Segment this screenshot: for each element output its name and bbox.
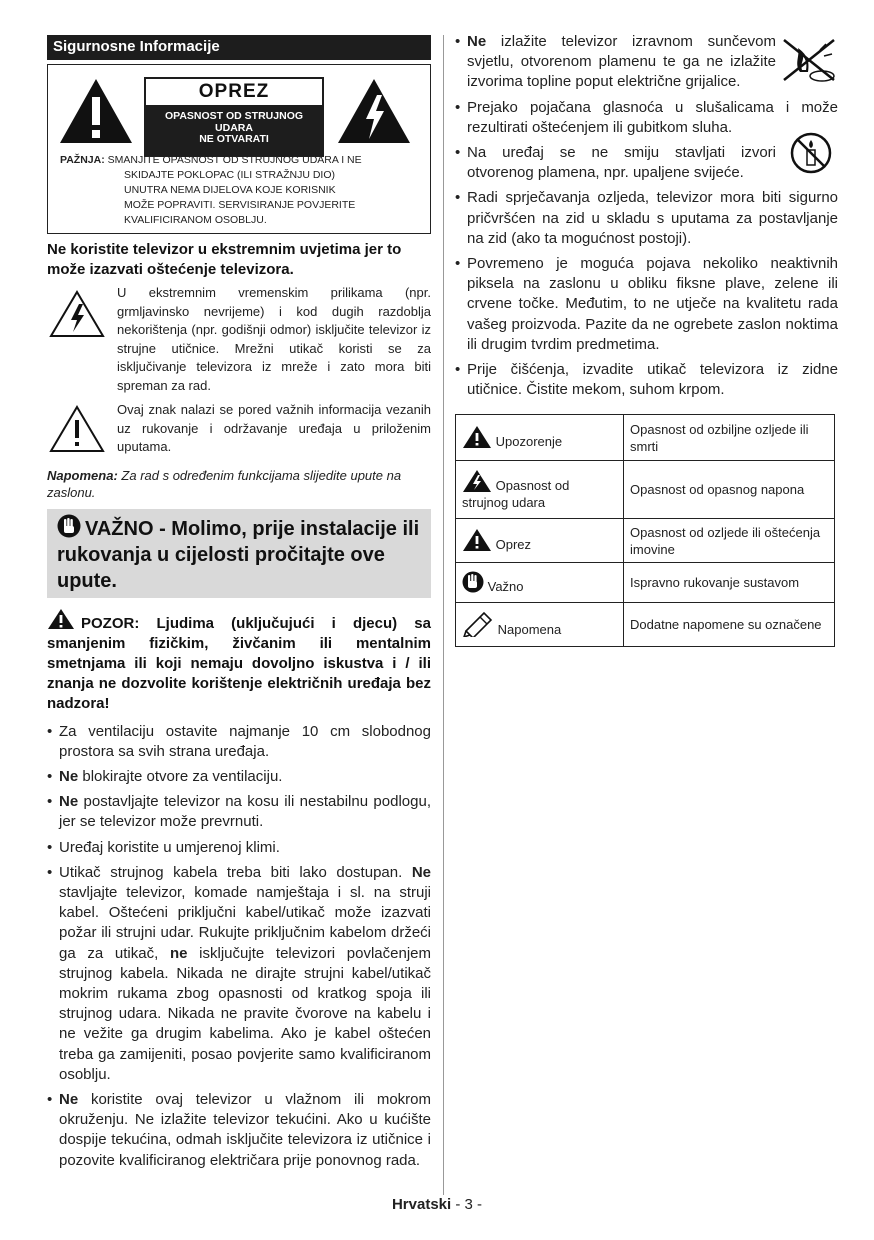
no-candle-icon [790,132,832,174]
no-heat-sun-icon [780,36,838,86]
caution-line: SKIDAJTE POKLOPAC (ILI STRAŽNJU DIO) [124,169,336,181]
legend-symbol-cell [456,415,624,461]
list-item [47,863,431,1085]
hand-stop-icon [57,513,81,539]
lightning-paragraph [47,284,431,395]
legend-symbol-cell [456,603,624,647]
list-item-bold: Ne [59,1090,79,1108]
legend-label: Opasnost od strujnog udara [462,477,570,510]
list-item [47,767,431,787]
legend-description: Opasnost od opasnog napona [624,461,835,519]
column-divider [443,35,444,1195]
warning-paragraph [47,401,431,457]
legend-label: Upozorenje [495,434,563,450]
exclamation-triangle-icon [58,77,134,145]
list-item-bold: Ne [411,863,431,881]
list-item-text: Za ventilaciju ostavite najmanje 10 cm slobodnog prostora sa svih strana uređaja. [59,722,431,760]
legend-label: Važno [487,579,524,595]
oprez-subtitle-line: NE OTVARATI [199,133,269,145]
list-item [455,143,838,183]
caution-line: MOŽE POPRAVITI. SERVISIRANJE POVJERITE [124,199,356,211]
oprez-subtitle [144,111,324,146]
list-item [47,792,431,832]
oprez-title: OPREZ [146,79,322,105]
note-label: Napomena: [47,467,118,483]
caution-label: PAŽNJA: [60,154,105,166]
exclamation-warning-icon [49,405,105,453]
list-item-text: Radi sprječavanja ozljeda, televizor mora biti sigurno pričvršćen na zid u skladu s uputama za postavljanje na zid (ako ta mogućnost postoji). [467,189,838,247]
list-item-text: Na uređaj se ne smiju stavljati izvori otvorenog plamena, npr. upaljene svijeće. [467,144,776,182]
list-item-text: Prije čišćenja, izvadite utikač televizora iz zidne utičnice. Čistite mekom, suhom krpom. [467,361,838,399]
section-title: Sigurnosne Informacije [47,35,431,60]
list-item-text: Povremeno je moguća pojava nekoliko neaktivnih piksela na zaslonu u obliku fiksne plave, zelene ili crvene točke. Međutim, to ne utječe na kvalitetu rada vašeg proizvoda. Pazite da ne ogrebete zaslon noktima ili drugim tvrdim predmetima. [467,255,838,353]
table-row [456,519,835,563]
note-text: Za rad s određenim funkcijama slijedite upute na zaslonu. [47,467,402,500]
list-item-bold: Ne [467,33,487,50]
pozor-warning [47,608,431,714]
important-box [47,509,431,598]
list-item-bold: Ne [59,767,79,785]
left-bullet-list [47,722,431,1171]
lightning-triangle-icon [336,77,412,145]
list-item [455,360,838,400]
table-row [456,563,835,603]
left-column [47,35,431,1176]
pencil-icon [462,611,494,637]
list-item-text: isključujte televizori povlačenjem strujnog kabela. Nikada ne dirajte strujni kabel/utikač mokrim rukama zbog opasnosti od kratkog spoja ili strujnog udara. Nikada ne pravite čvorove na kabelu i ne vežite ga drugim kabelima. Ako je kabel oštećen treba ga zamijeniti, posao povjerite samo kvalificiranom osoblju. [59,944,431,1083]
list-item-text: Uređaj koristite u umjerenoj klimi. [59,838,280,856]
legend-symbol-cell [456,563,624,603]
list-item [47,722,431,762]
lightning-paragraph-text: U ekstremnim vremenskim prilikama (npr. grmljavinsko nevrijeme) i kod dugih razdoblja nekorištenja (npr. godišnji odmor) isključite televizor iz strujne utičnice. Mrežni utikač koristi se za isključivanje televizora iz mreže i zato mora biti spreman za rad. [117,285,431,393]
oprez-subtitle-line: UDARA [215,121,253,134]
list-item [455,188,838,249]
list-item [47,838,431,858]
legend-description: Dodatne napomene su označene [624,603,835,647]
page-number: - 3 - [451,1196,483,1213]
oprez-panel [144,77,324,157]
symbol-legend-table [455,414,835,647]
list-item-text: Utikač strujnog kabela treba biti lako dostupan. [59,863,412,881]
footer-language: Hrvatski [391,1196,452,1213]
legend-label: Oprez [495,537,532,553]
caution-line: UNUTRA NEMA DIJELOVA KOJE KORISNIK [124,184,336,196]
lightning-warning-icon [49,290,105,338]
legend-description: Opasnost od ozbiljne ozljede ili smrti [624,415,835,461]
list-item-bold: ne [169,944,188,962]
shock-icon [462,469,492,493]
list-item-text: koristite ovaj televizor u vlažnom ili mokrom okruženju. Ne izlažite televizor tekućini. Ako u kućište dospije tekućina, odmah isključite televizora iz utičnice i pozovite kvalificiranog električara prije ponovnog rada. [59,1090,431,1169]
legend-label: Napomena [497,622,562,638]
list-item [47,1090,431,1171]
legend-symbol-cell [456,461,624,519]
right-column [455,32,838,647]
right-bullet-list [455,32,838,400]
caution-label-box [47,64,431,234]
list-item-text: izlažite televizor izravnom sunčevom svjetlu, otvorenom plamenu te ga ne izlažite izvorima topline poput električne grijalice. [467,33,776,91]
list-item-text: Prejako pojačana glasnoća u slušalicama i može rezultirati oštećenjem ili gubitkom sluha. [467,98,838,136]
list-item-text: postavljajte televizor na kosu ili nestabilnu podlogu, jer se televizor može prevrnuti. [59,793,431,831]
caution-icon [47,608,75,630]
caution-line: KVALIFICIRANOM OSOBLJU. [124,214,267,226]
list-item-text: blokirajte otvore za ventilaciju. [78,767,283,785]
oprez-subtitle-line: OPASNOST OD STRUJNOG [164,110,304,122]
legend-description: Opasnost od ozljede ili oštećenja imovine [624,519,835,563]
table-row [456,415,835,461]
table-row [456,461,835,519]
warning-icon [462,425,492,449]
list-item [455,98,838,138]
caution-icon [462,528,492,552]
caution-line: SMANJITE OPASNOST OD STRUJNOG UDARA I NE [107,154,362,166]
list-item-bold: Ne [59,793,79,811]
legend-symbol-cell [456,519,624,563]
warning-paragraph-text: Ovaj znak nalazi se pored važnih informacija vezanih uz rukovanje i održavanje uređaja u priloženim uputama. [117,402,431,454]
table-row [456,603,835,647]
page-footer [0,1196,874,1213]
legend-description: Ispravno rukovanje sustavom [624,563,835,603]
list-item [455,254,838,355]
pozor-text: Ljudima (uključujući i djecu) sa smanjenim fizičkim, živčanim ili mentalnim smetnjama ili koji nemaju dovoljno iskustva i / ili znanja ne dozvolite korištenje električnih uređaja bez nadzora! [47,614,431,712]
note [47,467,431,501]
list-item-text: stavljajte televizor, komade namještaja i sl. na struji kabel. Oštećeni priključni kabel/utikač može izazvati požar ili strujni udar. Rukujte priključnim kabelom držeći ga za utikač, [59,883,431,962]
hand-stop-icon [462,570,484,594]
extreme-conditions-heading: Ne koristite televizor u ekstremnim uvjetima jer to može izazvati oštećenje televizora. [47,241,402,278]
caution-text [60,153,416,228]
pozor-label: POZOR: [81,614,140,632]
important-text: VAŽNO - Molimo, prije instalacije ili rukovanja u cijelosti pročitajte ove upute. [57,517,420,592]
